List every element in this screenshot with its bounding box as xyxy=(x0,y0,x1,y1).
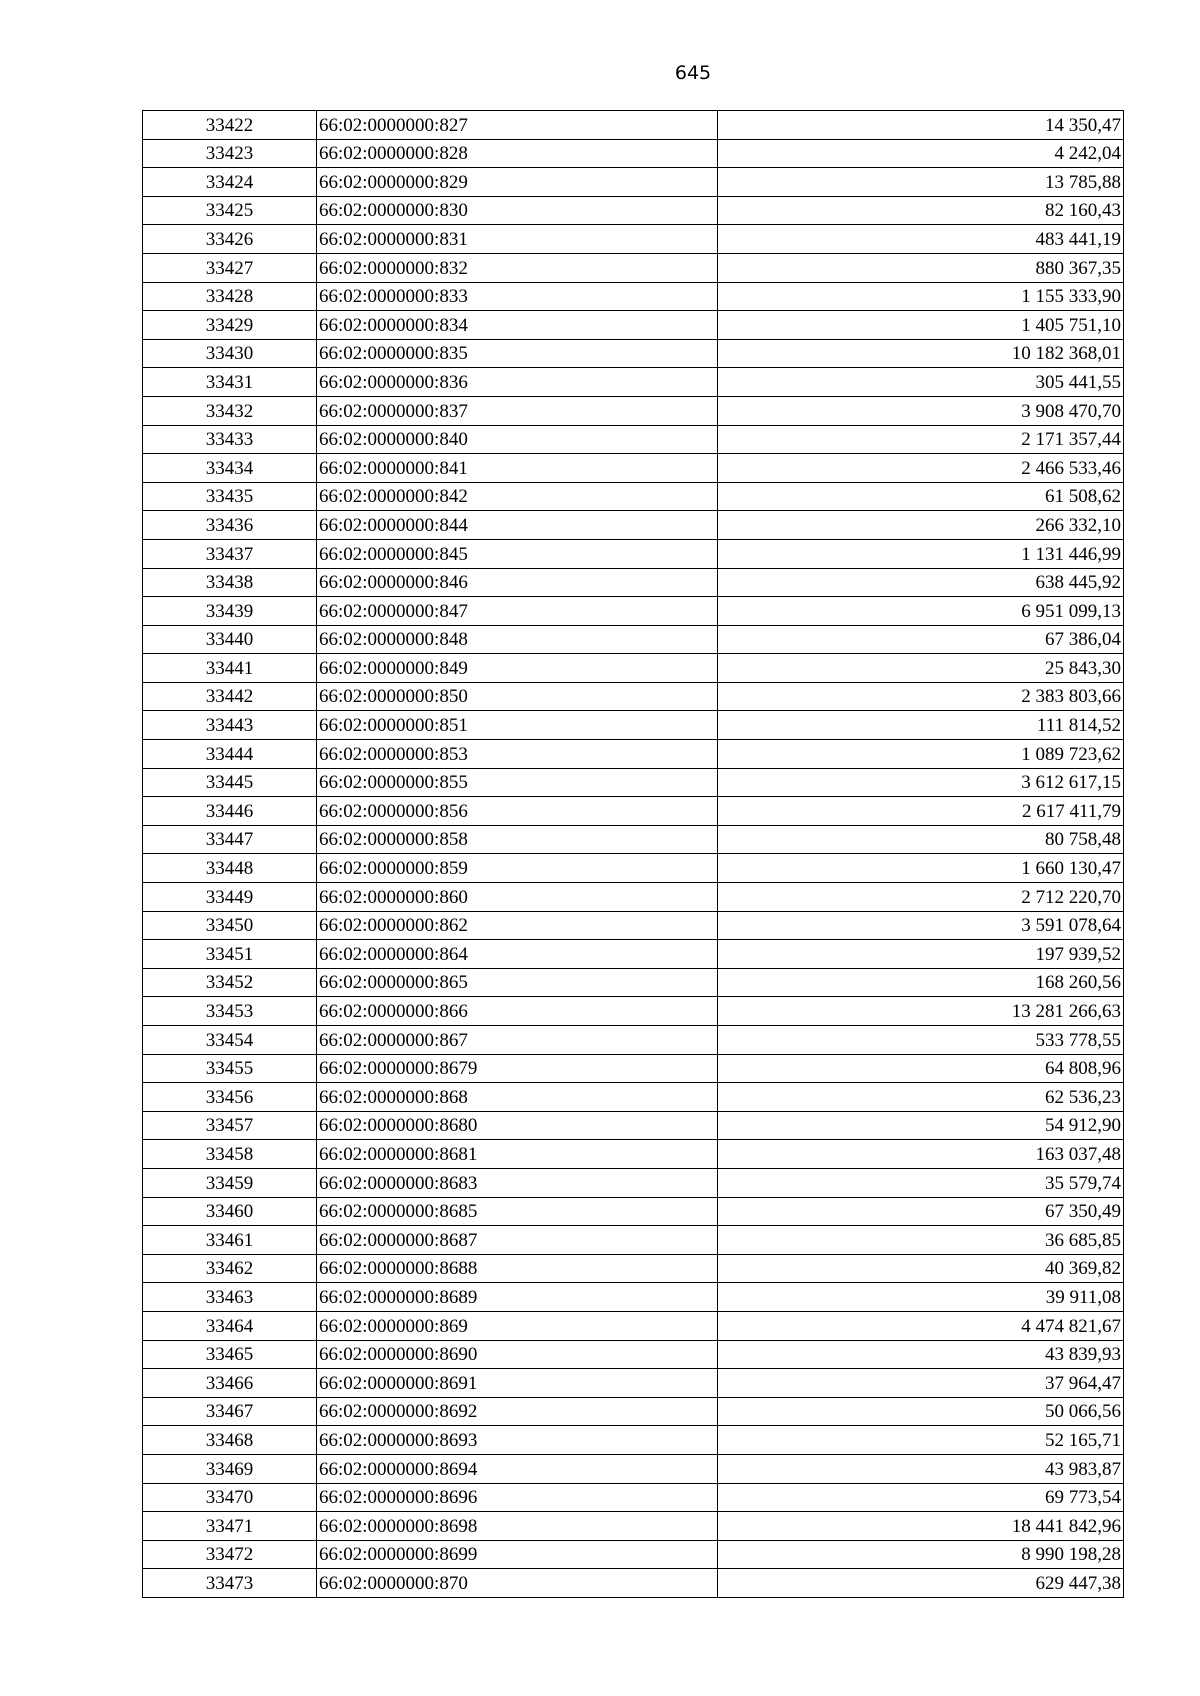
cadastral-value-cell: 13 281 266,63 xyxy=(718,997,1124,1026)
table-row xyxy=(143,111,1124,140)
table-row xyxy=(143,911,1124,940)
cadastral-value-cell: 2 383 803,66 xyxy=(718,682,1124,711)
row-number-cell: 33470 xyxy=(143,1483,317,1512)
cadastral-number-cell: 66:02:0000000:829 xyxy=(317,168,718,197)
row-number-cell: 33437 xyxy=(143,539,317,568)
row-number-cell: 33440 xyxy=(143,625,317,654)
row-number-cell: 33443 xyxy=(143,711,317,740)
row-number-cell: 33454 xyxy=(143,1026,317,1055)
cadastral-value-cell: 2 712 220,70 xyxy=(718,883,1124,912)
row-number-cell: 33432 xyxy=(143,396,317,425)
cadastral-number-cell: 66:02:0000000:833 xyxy=(317,282,718,311)
table-row xyxy=(143,1426,1124,1455)
table-row xyxy=(143,1054,1124,1083)
cadastral-number-cell: 66:02:0000000:846 xyxy=(317,568,718,597)
table-row xyxy=(143,682,1124,711)
row-number-cell: 33422 xyxy=(143,111,317,140)
table-row xyxy=(143,1111,1124,1140)
table-row xyxy=(143,940,1124,969)
cadastral-value-cell: 50 066,56 xyxy=(718,1397,1124,1426)
row-number-cell: 33472 xyxy=(143,1540,317,1569)
table-row xyxy=(143,368,1124,397)
cadastral-number-cell: 66:02:0000000:836 xyxy=(317,368,718,397)
cadastral-number-cell: 66:02:0000000:8698 xyxy=(317,1512,718,1541)
table-row xyxy=(143,482,1124,511)
cadastral-value-cell: 4 474 821,67 xyxy=(718,1311,1124,1340)
row-number-cell: 33452 xyxy=(143,968,317,997)
cadastral-value-cell: 4 242,04 xyxy=(718,139,1124,168)
cadastral-value-cell: 67 350,49 xyxy=(718,1197,1124,1226)
row-number-cell: 33425 xyxy=(143,196,317,225)
cadastral-number-cell: 66:02:0000000:853 xyxy=(317,740,718,769)
table-row xyxy=(143,740,1124,769)
row-number-cell: 33427 xyxy=(143,253,317,282)
cadastral-value-cell: 629 447,38 xyxy=(718,1569,1124,1598)
table-row xyxy=(143,854,1124,883)
cadastral-value-cell: 64 808,96 xyxy=(718,1054,1124,1083)
table-row xyxy=(143,1454,1124,1483)
cadastral-number-cell: 66:02:0000000:865 xyxy=(317,968,718,997)
cadastral-value-cell: 1 405 751,10 xyxy=(718,311,1124,340)
table-row xyxy=(143,539,1124,568)
row-number-cell: 33461 xyxy=(143,1226,317,1255)
table-row xyxy=(143,511,1124,540)
cadastral-value-cell: 69 773,54 xyxy=(718,1483,1124,1512)
cadastral-value-cell: 25 843,30 xyxy=(718,654,1124,683)
cadastral-value-cell: 43 839,93 xyxy=(718,1340,1124,1369)
cadastral-value-cell: 14 350,47 xyxy=(718,111,1124,140)
cadastral-number-cell: 66:02:0000000:834 xyxy=(317,311,718,340)
page-number: 645 xyxy=(674,62,712,84)
row-number-cell: 33465 xyxy=(143,1340,317,1369)
cadastral-value-cell: 43 983,87 xyxy=(718,1454,1124,1483)
cadastral-value-cell: 10 182 368,01 xyxy=(718,339,1124,368)
cadastral-value-cell: 62 536,23 xyxy=(718,1083,1124,1112)
cadastral-value-cell: 111 814,52 xyxy=(718,711,1124,740)
cadastral-number-cell: 66:02:0000000:8689 xyxy=(317,1283,718,1312)
cadastral-number-cell: 66:02:0000000:831 xyxy=(317,225,718,254)
table-row xyxy=(143,1140,1124,1169)
table-row xyxy=(143,997,1124,1026)
cadastral-value-cell: 18 441 842,96 xyxy=(718,1512,1124,1541)
cadastral-number-cell: 66:02:0000000:862 xyxy=(317,911,718,940)
cadastral-number-cell: 66:02:0000000:8681 xyxy=(317,1140,718,1169)
cadastral-value-cell: 3 612 617,15 xyxy=(718,768,1124,797)
row-number-cell: 33435 xyxy=(143,482,317,511)
row-number-cell: 33433 xyxy=(143,425,317,454)
cadastral-value-cell: 197 939,52 xyxy=(718,940,1124,969)
cadastral-value-cell: 80 758,48 xyxy=(718,825,1124,854)
row-number-cell: 33469 xyxy=(143,1454,317,1483)
cadastral-number-cell: 66:02:0000000:845 xyxy=(317,539,718,568)
table-row xyxy=(143,139,1124,168)
cadastral-value-cell: 3 908 470,70 xyxy=(718,396,1124,425)
cadastral-number-cell: 66:02:0000000:830 xyxy=(317,196,718,225)
cadastral-number-cell: 66:02:0000000:849 xyxy=(317,654,718,683)
table-row xyxy=(143,454,1124,483)
cadastral-number-cell: 66:02:0000000:828 xyxy=(317,139,718,168)
cadastral-value-cell: 52 165,71 xyxy=(718,1426,1124,1455)
cadastral-value-cell: 1 660 130,47 xyxy=(718,854,1124,883)
row-number-cell: 33441 xyxy=(143,654,317,683)
cadastral-number-cell: 66:02:0000000:8687 xyxy=(317,1226,718,1255)
row-number-cell: 33473 xyxy=(143,1569,317,1598)
table-body xyxy=(143,111,1124,1598)
table-row xyxy=(143,1369,1124,1398)
table-row xyxy=(143,1197,1124,1226)
cadastral-value-cell: 638 445,92 xyxy=(718,568,1124,597)
row-number-cell: 33431 xyxy=(143,368,317,397)
table-row xyxy=(143,625,1124,654)
row-number-cell: 33438 xyxy=(143,568,317,597)
cadastral-value-cell: 40 369,82 xyxy=(718,1254,1124,1283)
cadastral-number-cell: 66:02:0000000:840 xyxy=(317,425,718,454)
row-number-cell: 33439 xyxy=(143,597,317,626)
cadastral-value-cell: 880 367,35 xyxy=(718,253,1124,282)
cadastral-number-cell: 66:02:0000000:847 xyxy=(317,597,718,626)
row-number-cell: 33457 xyxy=(143,1111,317,1140)
cadastral-number-cell: 66:02:0000000:866 xyxy=(317,997,718,1026)
cadastral-number-cell: 66:02:0000000:851 xyxy=(317,711,718,740)
row-number-cell: 33434 xyxy=(143,454,317,483)
table-row xyxy=(143,1311,1124,1340)
cadastral-number-cell: 66:02:0000000:832 xyxy=(317,253,718,282)
cadastral-number-cell: 66:02:0000000:837 xyxy=(317,396,718,425)
cadastral-value-cell: 13 785,88 xyxy=(718,168,1124,197)
row-number-cell: 33436 xyxy=(143,511,317,540)
cadastral-number-cell: 66:02:0000000:869 xyxy=(317,1311,718,1340)
cadastral-value-cell: 61 508,62 xyxy=(718,482,1124,511)
cadastral-value-cell: 1 131 446,99 xyxy=(718,539,1124,568)
row-number-cell: 33428 xyxy=(143,282,317,311)
cadastral-value-cell: 8 990 198,28 xyxy=(718,1540,1124,1569)
row-number-cell: 33444 xyxy=(143,740,317,769)
cadastral-value-cell: 2 466 533,46 xyxy=(718,454,1124,483)
cadastral-value-cell: 483 441,19 xyxy=(718,225,1124,254)
table-row xyxy=(143,282,1124,311)
cadastral-value-cell: 305 441,55 xyxy=(718,368,1124,397)
cadastral-value-cell: 39 911,08 xyxy=(718,1283,1124,1312)
row-number-cell: 33471 xyxy=(143,1512,317,1541)
row-number-cell: 33468 xyxy=(143,1426,317,1455)
cadastral-number-cell: 66:02:0000000:870 xyxy=(317,1569,718,1598)
cadastral-value-cell: 3 591 078,64 xyxy=(718,911,1124,940)
cadastral-value-cell: 266 332,10 xyxy=(718,511,1124,540)
cadastral-number-cell: 66:02:0000000:8696 xyxy=(317,1483,718,1512)
table-row xyxy=(143,339,1124,368)
cadastral-value-cell: 1 155 333,90 xyxy=(718,282,1124,311)
table-row xyxy=(143,797,1124,826)
cadastral-value-cell: 67 386,04 xyxy=(718,625,1124,654)
table-row xyxy=(143,825,1124,854)
table-row xyxy=(143,654,1124,683)
table-row xyxy=(143,568,1124,597)
row-number-cell: 33462 xyxy=(143,1254,317,1283)
table-row xyxy=(143,225,1124,254)
row-number-cell: 33449 xyxy=(143,883,317,912)
table-row xyxy=(143,1483,1124,1512)
table-row xyxy=(143,1083,1124,1112)
table-row xyxy=(143,168,1124,197)
row-number-cell: 33459 xyxy=(143,1168,317,1197)
cadastral-number-cell: 66:02:0000000:8680 xyxy=(317,1111,718,1140)
row-number-cell: 33460 xyxy=(143,1197,317,1226)
cadastral-number-cell: 66:02:0000000:835 xyxy=(317,339,718,368)
cadastral-number-cell: 66:02:0000000:8694 xyxy=(317,1454,718,1483)
table-row xyxy=(143,1540,1124,1569)
row-number-cell: 33423 xyxy=(143,139,317,168)
cadastral-number-cell: 66:02:0000000:8699 xyxy=(317,1540,718,1569)
cadastral-value-cell: 533 778,55 xyxy=(718,1026,1124,1055)
cadastral-value-cell: 82 160,43 xyxy=(718,196,1124,225)
cadastral-value-cell: 1 089 723,62 xyxy=(718,740,1124,769)
table-row xyxy=(143,1226,1124,1255)
table-row xyxy=(143,1397,1124,1426)
table-row xyxy=(143,311,1124,340)
row-number-cell: 33448 xyxy=(143,854,317,883)
cadastral-number-cell: 66:02:0000000:860 xyxy=(317,883,718,912)
cadastral-value-cell: 6 951 099,13 xyxy=(718,597,1124,626)
table-row xyxy=(143,1512,1124,1541)
cadastral-number-cell: 66:02:0000000:842 xyxy=(317,482,718,511)
row-number-cell: 33467 xyxy=(143,1397,317,1426)
row-number-cell: 33447 xyxy=(143,825,317,854)
cadastral-value-cell: 2 171 357,44 xyxy=(718,425,1124,454)
row-number-cell: 33455 xyxy=(143,1054,317,1083)
cadastral-number-cell: 66:02:0000000:8683 xyxy=(317,1168,718,1197)
table-row xyxy=(143,711,1124,740)
table-row xyxy=(143,1254,1124,1283)
row-number-cell: 33463 xyxy=(143,1283,317,1312)
cadastral-number-cell: 66:02:0000000:867 xyxy=(317,1026,718,1055)
cadastral-number-cell: 66:02:0000000:858 xyxy=(317,825,718,854)
cadastral-number-cell: 66:02:0000000:8691 xyxy=(317,1369,718,1398)
cadastral-value-cell: 168 260,56 xyxy=(718,968,1124,997)
cadastral-number-cell: 66:02:0000000:850 xyxy=(317,682,718,711)
cadastral-value-cell: 36 685,85 xyxy=(718,1226,1124,1255)
table-row xyxy=(143,768,1124,797)
table-row xyxy=(143,396,1124,425)
row-number-cell: 33456 xyxy=(143,1083,317,1112)
row-number-cell: 33430 xyxy=(143,339,317,368)
row-number-cell: 33424 xyxy=(143,168,317,197)
cadastral-number-cell: 66:02:0000000:8690 xyxy=(317,1340,718,1369)
cadastral-number-cell: 66:02:0000000:864 xyxy=(317,940,718,969)
row-number-cell: 33446 xyxy=(143,797,317,826)
row-number-cell: 33445 xyxy=(143,768,317,797)
cadastral-value-table xyxy=(142,110,1124,1598)
row-number-cell: 33426 xyxy=(143,225,317,254)
cadastral-number-cell: 66:02:0000000:859 xyxy=(317,854,718,883)
row-number-cell: 33464 xyxy=(143,1311,317,1340)
row-number-cell: 33466 xyxy=(143,1369,317,1398)
cadastral-value-cell: 35 579,74 xyxy=(718,1168,1124,1197)
row-number-cell: 33451 xyxy=(143,940,317,969)
cadastral-number-cell: 66:02:0000000:827 xyxy=(317,111,718,140)
row-number-cell: 33442 xyxy=(143,682,317,711)
cadastral-number-cell: 66:02:0000000:855 xyxy=(317,768,718,797)
cadastral-number-cell: 66:02:0000000:8679 xyxy=(317,1054,718,1083)
row-number-cell: 33453 xyxy=(143,997,317,1026)
row-number-cell: 33458 xyxy=(143,1140,317,1169)
cadastral-value-cell: 37 964,47 xyxy=(718,1369,1124,1398)
cadastral-number-cell: 66:02:0000000:8693 xyxy=(317,1426,718,1455)
table-row xyxy=(143,968,1124,997)
cadastral-number-cell: 66:02:0000000:868 xyxy=(317,1083,718,1112)
cadastral-value-cell: 54 912,90 xyxy=(718,1111,1124,1140)
table-row xyxy=(143,883,1124,912)
cadastral-number-cell: 66:02:0000000:8688 xyxy=(317,1254,718,1283)
row-number-cell: 33429 xyxy=(143,311,317,340)
table-row xyxy=(143,597,1124,626)
cadastral-value-cell: 163 037,48 xyxy=(718,1140,1124,1169)
cadastral-number-cell: 66:02:0000000:844 xyxy=(317,511,718,540)
table-row xyxy=(143,425,1124,454)
cadastral-number-cell: 66:02:0000000:848 xyxy=(317,625,718,654)
cadastral-value-cell: 2 617 411,79 xyxy=(718,797,1124,826)
cadastral-number-cell: 66:02:0000000:841 xyxy=(317,454,718,483)
table-row xyxy=(143,1168,1124,1197)
table-row xyxy=(143,1026,1124,1055)
table-row xyxy=(143,1340,1124,1369)
table-row xyxy=(143,196,1124,225)
cadastral-number-cell: 66:02:0000000:8685 xyxy=(317,1197,718,1226)
table-row xyxy=(143,1569,1124,1598)
table-row xyxy=(143,253,1124,282)
cadastral-number-cell: 66:02:0000000:856 xyxy=(317,797,718,826)
table-row xyxy=(143,1283,1124,1312)
cadastral-number-cell: 66:02:0000000:8692 xyxy=(317,1397,718,1426)
row-number-cell: 33450 xyxy=(143,911,317,940)
